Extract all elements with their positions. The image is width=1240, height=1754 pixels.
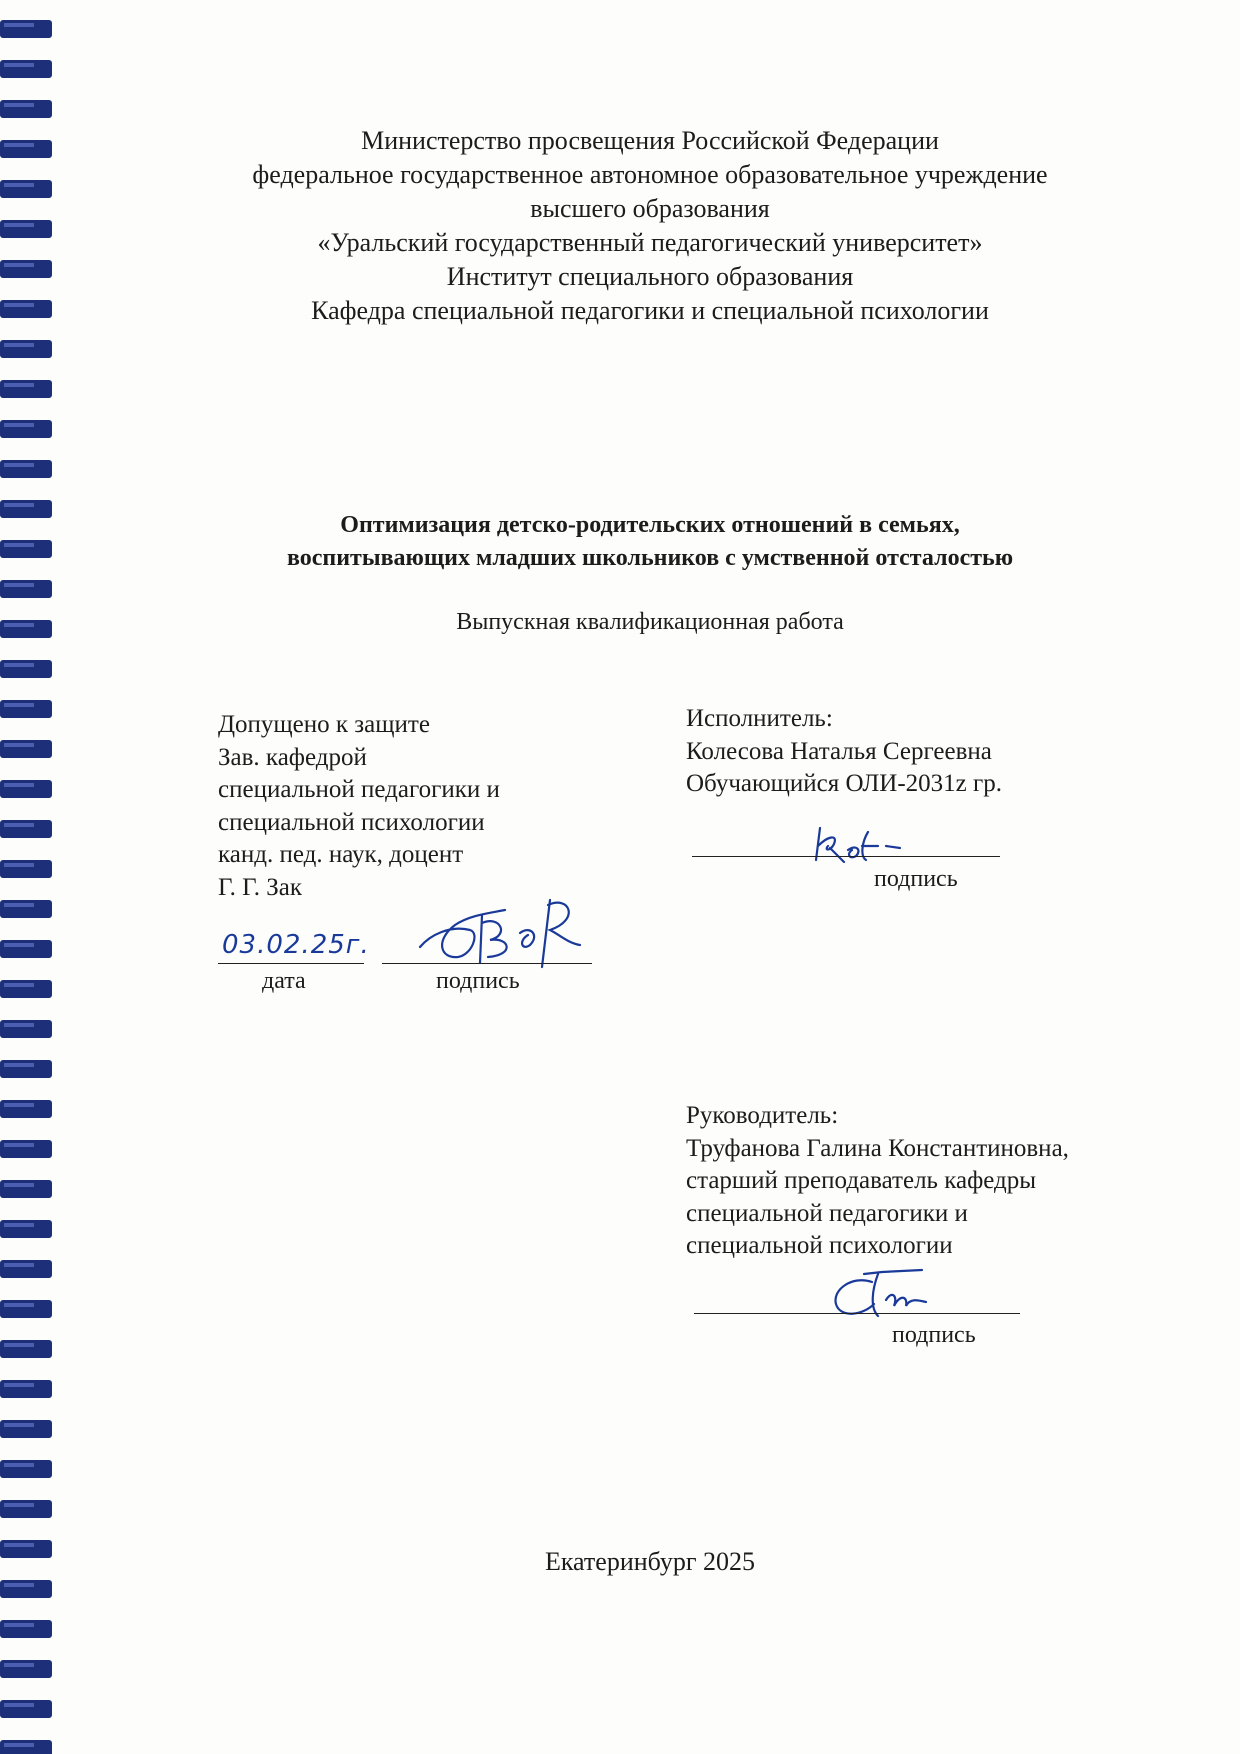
- date-caption: дата: [262, 968, 306, 994]
- supervisor-line: старший преподаватель кафедры: [686, 1167, 1037, 1194]
- binding-ring-highlight: [4, 1143, 34, 1147]
- binding-ring-highlight: [4, 1303, 34, 1307]
- binding-ring: [0, 1100, 52, 1118]
- supervisor-line: специальной педагогики и: [686, 1199, 968, 1227]
- head-signature-line: [382, 963, 592, 964]
- admission-line: специальной психологии: [218, 808, 485, 836]
- binding-ring: [0, 860, 52, 878]
- binding-ring-highlight: [4, 1263, 34, 1267]
- admission-line: канд. пед. наук, доцент: [218, 841, 464, 868]
- binding-ring: [0, 140, 52, 158]
- binding-ring: [0, 260, 52, 278]
- binding-ring-highlight: [4, 343, 34, 347]
- binding-ring-highlight: [4, 1223, 34, 1227]
- admission-line: Допущено к защите: [218, 711, 430, 738]
- binding-ring-highlight: [4, 783, 34, 787]
- binding-ring-highlight: [4, 623, 34, 627]
- binding-ring: [0, 1140, 52, 1158]
- supervisor-block: [686, 1100, 1146, 1263]
- binding-ring: [0, 20, 52, 38]
- binding-ring-highlight: [4, 1503, 34, 1507]
- head-signature-caption: подпись: [436, 968, 520, 994]
- binding-ring-highlight: [4, 223, 34, 227]
- binding-ring: [0, 340, 52, 358]
- binding-ring-highlight: [4, 303, 34, 307]
- binding-ring: [0, 980, 52, 998]
- binding-ring-highlight: [4, 1423, 34, 1427]
- binding-ring-highlight: [4, 903, 34, 907]
- binding-ring: [0, 420, 52, 438]
- executor-signature-line: [692, 856, 1000, 857]
- binding-ring: [0, 780, 52, 798]
- binding-ring-highlight: [4, 543, 34, 547]
- binding-ring: [0, 660, 52, 678]
- executor-block: [686, 703, 1126, 801]
- binding-ring-highlight: [4, 583, 34, 587]
- binding-ring: [0, 540, 52, 558]
- binding-ring: [0, 500, 52, 518]
- binding-ring: [0, 1180, 52, 1198]
- admission-line: Зав. кафедрой: [218, 743, 367, 771]
- thesis-title-line: Оптимизация детско-родительских отношений в семьях,: [340, 512, 960, 538]
- date-line: [218, 963, 364, 964]
- binding-ring: [0, 380, 52, 398]
- header-line: Институт специального образования: [446, 262, 854, 291]
- binding-ring: [0, 1380, 52, 1398]
- binding-ring: [0, 220, 52, 238]
- binding-ring-highlight: [4, 463, 34, 467]
- binding-ring-highlight: [4, 383, 34, 387]
- binding-ring-highlight: [4, 1183, 34, 1187]
- binding-ring: [0, 620, 52, 638]
- binding-ring-highlight: [4, 1583, 34, 1587]
- binding-ring: [0, 180, 52, 198]
- binding-ring-highlight: [4, 983, 34, 987]
- admission-line: Г. Г. Зак: [218, 873, 303, 901]
- binding-ring: [0, 1460, 52, 1478]
- binding-ring-highlight: [4, 1663, 34, 1667]
- binding-ring: [0, 740, 52, 758]
- admission-line: специальной педагогики и: [218, 776, 500, 803]
- header-line: федеральное государственное автономное образовательное учреждение: [252, 160, 1048, 189]
- binding-ring: [0, 1700, 52, 1718]
- supervisor-line: специальной психологии: [686, 1232, 953, 1259]
- supervisor-line: Труфанова Галина Константиновна,: [686, 1134, 1069, 1162]
- work-type: Выпускная квалификационная работа: [456, 609, 844, 635]
- binding-ring-highlight: [4, 423, 34, 427]
- binding-ring-highlight: [4, 943, 34, 947]
- binding-ring-highlight: [4, 63, 34, 67]
- binding-ring-highlight: [4, 503, 34, 507]
- binding-ring-highlight: [4, 1743, 34, 1747]
- binding-ring: [0, 1020, 52, 1038]
- thesis-title: [200, 509, 1100, 575]
- binding-ring-highlight: [4, 1623, 34, 1627]
- binding-ring: [0, 1220, 52, 1238]
- supervisor-signature-line: [694, 1313, 1020, 1314]
- binding-ring-highlight: [4, 1343, 34, 1347]
- admission-block: [218, 709, 638, 904]
- binding-ring-highlight: [4, 103, 34, 107]
- executor-signature-caption: подпись: [874, 866, 958, 892]
- executor-line: Колесова Наталья Сергеевна: [686, 737, 992, 765]
- handwritten-date: 03.02.25г.: [222, 930, 370, 960]
- binding-ring-highlight: [4, 743, 34, 747]
- binding-ring: [0, 900, 52, 918]
- binding-ring: [0, 1300, 52, 1318]
- binding-ring: [0, 300, 52, 318]
- binding-ring: [0, 460, 52, 478]
- binding-ring: [0, 1500, 52, 1518]
- binding-ring: [0, 1580, 52, 1598]
- binding-ring-highlight: [4, 23, 34, 27]
- binding-ring-highlight: [4, 703, 34, 707]
- thesis-title-line: воспитывающих младших школьников с умственной отсталостью: [286, 545, 1014, 571]
- binding-ring: [0, 1540, 52, 1558]
- binding-ring: [0, 100, 52, 118]
- binding-ring: [0, 1420, 52, 1438]
- binding-ring-highlight: [4, 1023, 34, 1027]
- spiral-binding: [0, 0, 62, 1754]
- binding-ring: [0, 820, 52, 838]
- binding-ring-highlight: [4, 1543, 34, 1547]
- executor-line: Исполнитель:: [686, 705, 833, 732]
- binding-ring: [0, 1340, 52, 1358]
- head-signature: [410, 885, 590, 975]
- binding-ring: [0, 60, 52, 78]
- binding-ring: [0, 1620, 52, 1638]
- binding-ring: [0, 700, 52, 718]
- binding-ring: [0, 1660, 52, 1678]
- binding-ring: [0, 1260, 52, 1278]
- binding-ring: [0, 580, 52, 598]
- binding-ring-highlight: [4, 183, 34, 187]
- header-line: Кафедра специальной педагогики и специальной психологии: [311, 296, 989, 325]
- binding-ring: [0, 1060, 52, 1078]
- header-line: Министерство просвещения Российской Федерации: [361, 126, 939, 155]
- binding-ring: [0, 940, 52, 958]
- supervisor-signature: [822, 1260, 942, 1330]
- supervisor-signature-caption: подпись: [892, 1322, 976, 1348]
- city-year: Екатеринбург 2025: [544, 1547, 756, 1576]
- binding-ring-highlight: [4, 823, 34, 827]
- binding-ring-highlight: [4, 863, 34, 867]
- supervisor-line: Руководитель:: [686, 1102, 839, 1129]
- binding-ring-highlight: [4, 1063, 34, 1067]
- binding-ring-highlight: [4, 1103, 34, 1107]
- institution-header: [200, 124, 1100, 328]
- binding-ring-highlight: [4, 663, 34, 667]
- header-line: высшего образования: [530, 194, 770, 223]
- binding-ring-highlight: [4, 1703, 34, 1707]
- executor-line: Обучающийся ОЛИ-2031z гр.: [686, 770, 1003, 797]
- binding-ring-highlight: [4, 143, 34, 147]
- binding-ring-highlight: [4, 1383, 34, 1387]
- binding-ring-highlight: [4, 263, 34, 267]
- binding-ring-highlight: [4, 1463, 34, 1467]
- header-line: «Уральский государственный педагогический университет»: [317, 228, 983, 257]
